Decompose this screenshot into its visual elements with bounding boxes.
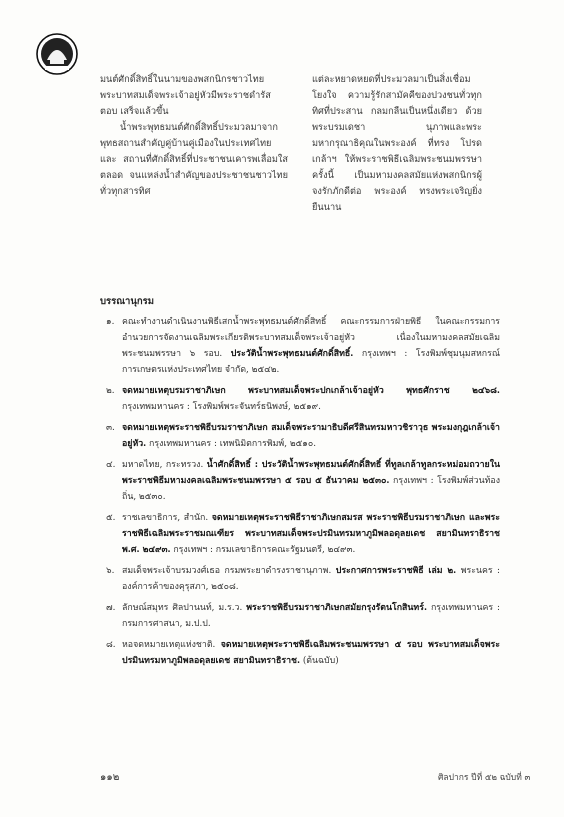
bibliography-entry: [100, 563, 500, 595]
entry-author: สมเด็จพระเจ้าบรมวงศ์เธอ กรมพระยาดำรงราชานุภาพ.: [122, 566, 332, 576]
entry-title: จดหมายเหตุพระราชพิธีราชาภิเษกสมรส พระราชพิธีบรมราชาภิเษก และพระราชพิธีเฉลิมพระราชมณเฑียร พระบาทสมเด็จพระปรมินทรมหาภูมิพลอดุลยเดช สยามินทราธิราช พ.ศ. ๒๔๙๓.: [122, 513, 500, 555]
entry-publication: กรุงเทพฯ : โรงพิมพ์ชุมนุมสหกรณ์การเกษตรแห่งประเทศไทย จำกัด, ๒๕๔๒.: [122, 349, 501, 375]
entry-author: มหาดไทย, กระทรวง.: [122, 460, 204, 470]
entry-publication: กรุงเทพมหานคร : โรงพิมพ์พระจันทร์ธนิพงษ์, ๒๕๑๙.: [122, 402, 321, 412]
entry-title: จดหมายเหตุพระราชพิธีเฉลิมพระชนมพรรษา ๕ รอบ พระบาทสมเด็จพระปรมินทรมหาภูมิพลอดุลยเดช สยามินทราธิราช.: [122, 640, 501, 666]
bibliography-entry: [100, 457, 500, 505]
entry-publication: กรุงเทพฯ : โรงพิมพ์ส่วนท้องถิ่น, ๒๕๓๐.: [122, 476, 501, 502]
bibliography-entry: [100, 600, 500, 632]
entry-number: ๑.: [106, 317, 115, 327]
bibliography-entry: [100, 637, 500, 669]
entry-number: ๕.: [106, 513, 116, 523]
body-column-left: [100, 72, 288, 200]
entry-number: ๖.: [106, 566, 115, 576]
entry-author: ลักษณ์สมุทร ศิลปานนท์, ม.ร.ว.: [122, 603, 243, 613]
entry-publication: พระนคร : องค์การค้าของคุรุสภา, ๒๕๐๘.: [122, 566, 501, 592]
entry-title: จดหมายเหตุบรมราชาภิเษก พระบาทสมเด็จพระปกเกล้าเจ้าอยู่หัว พุทธศักราช ๒๔๖๘.: [122, 386, 500, 396]
entry-author: หอจดหมายเหตุแห่งชาติ.: [122, 640, 216, 650]
entry-author: คณะทำงานดำเนินงานพิธีเสกน้ำพระพุทธมนต์ศักดิ์สิทธิ์ คณะกรรมการฝ่ายพิธี ในคณะกรรมการอำนวยการจัดงานเฉลิมพระเกียรติพระบาทสมเด็จพระเจ้าอยู่หัว เนื่องในมหามงคลสมัยเฉลิมพระชนมพรรษา ๖ รอบ.: [122, 317, 500, 359]
entry-number: ๘.: [106, 640, 116, 650]
entry-publication: กรุงเทพฯ : กรมเลขาธิการคณะรัฐมนตรี, ๒๔๙๓.: [173, 545, 356, 555]
page-number: ๑๑๒: [100, 772, 120, 783]
body-paragraph: มนต์ศักดิ์สิทธิ์ในนามของพสกนิกรชาวไทย พระบาทสมเด็จพระเจ้าอยู่หัวมีพระราชดำรัสตอบ เสร็จแล้วขึ้น: [100, 74, 271, 117]
entry-title: ประกาศการพระราชพิธี เล่ม ๒.: [335, 566, 457, 576]
bibliography-entry: [100, 420, 500, 452]
royal-seal-icon: [36, 33, 78, 75]
entry-title: พระราชพิธีบรมราชาภิเษกสมัยกรุงรัตนโกสินทร์.: [246, 603, 428, 613]
publication-footer: ศิลปากร ปีที่ ๕๒ ฉบับที่ ๓: [438, 773, 531, 783]
entry-publication: กรุงเทพมหานคร : กรมการศาสนา, ม.ป.ป.: [122, 603, 500, 629]
bibliography-entry: [100, 510, 500, 558]
entry-title: จดหมายเหตุพระราชพิธีบรมราชาภิเษก สมเด็จพระรามาธิบดีศรีสินทรมหาวชิราวุธ พระมงกุฎเกล้าเจ้าอยู่หัว.: [122, 423, 500, 449]
bibliography-heading: บรรณานุกรม: [100, 296, 154, 307]
body-column-right: [312, 72, 482, 216]
entry-publication: กรุงเทพมหานคร : เทพนิมิตการพิมพ์, ๒๕๑๐.: [149, 439, 317, 449]
entry-title: น้ำศักดิ์สิทธิ์ : ประวัติน้ำพระพุทธมนต์ศักดิ์สิทธิ์ ที่ทูลเกล้าทูลกระหม่อมถวายในพระราชพิธีมหามงคลเฉลิมพระชนมพรรษา ๕ รอบ ๕ ธันวาคม ๒๕๓๐.: [122, 460, 500, 486]
entry-number: ๒.: [106, 386, 115, 396]
bibliography-entry: [100, 383, 500, 415]
entry-publication: (ต้นฉบับ): [302, 656, 339, 666]
body-paragraph: แต่ละหยาดหยดที่ประมวลมาเป็นสิ่งเชื่อมโยงใจ ความรู้รักสามัคคีของปวงชนทั่วทุกทิศที่ประสาน กลมกลืนเป็นหนึ่งเดียว ด้วยพระบรมเดชา นุภาพและพระมหากรุณาธิคุณในพระองค์ ที่ทรง โปรดเกล้าฯ ให้พระราชพิธีเฉลิมพระชนมพรรษาครั้งนี้ เป็นมหามงคลสมัยแห่งพสกนิกรผู้จงรักภักดีต่อ พระองค์ ทรงพระเจริญยิ่งยืนนาน: [312, 74, 482, 213]
entry-number: ๗.: [106, 603, 116, 613]
bibliography-entry: [100, 314, 500, 378]
entry-author: ราชเลขาธิการ, สำนัก.: [122, 513, 209, 523]
bibliography-list: [100, 314, 500, 674]
entry-title: ประวัติน้ำพระพุทธมนต์ศักดิ์สิทธิ์.: [230, 349, 354, 359]
body-paragraph: น้ำพระพุทธมนต์ศักดิ์สิทธิ์ประมวลมาจาก พุทธสถานสำคัญคู่บ้านคู่เมืองในประเทศไทย และ สถานที่ศักดิ์สิทธิ์ที่ประชาชนเคารพเลื่อมใส ตลอด จนแหล่งน้ำสำคัญของประชาชนชาวไทยทั่วทุกสารทิศ: [100, 122, 288, 197]
entry-number: ๔.: [106, 460, 116, 470]
entry-number: ๓.: [106, 423, 115, 433]
